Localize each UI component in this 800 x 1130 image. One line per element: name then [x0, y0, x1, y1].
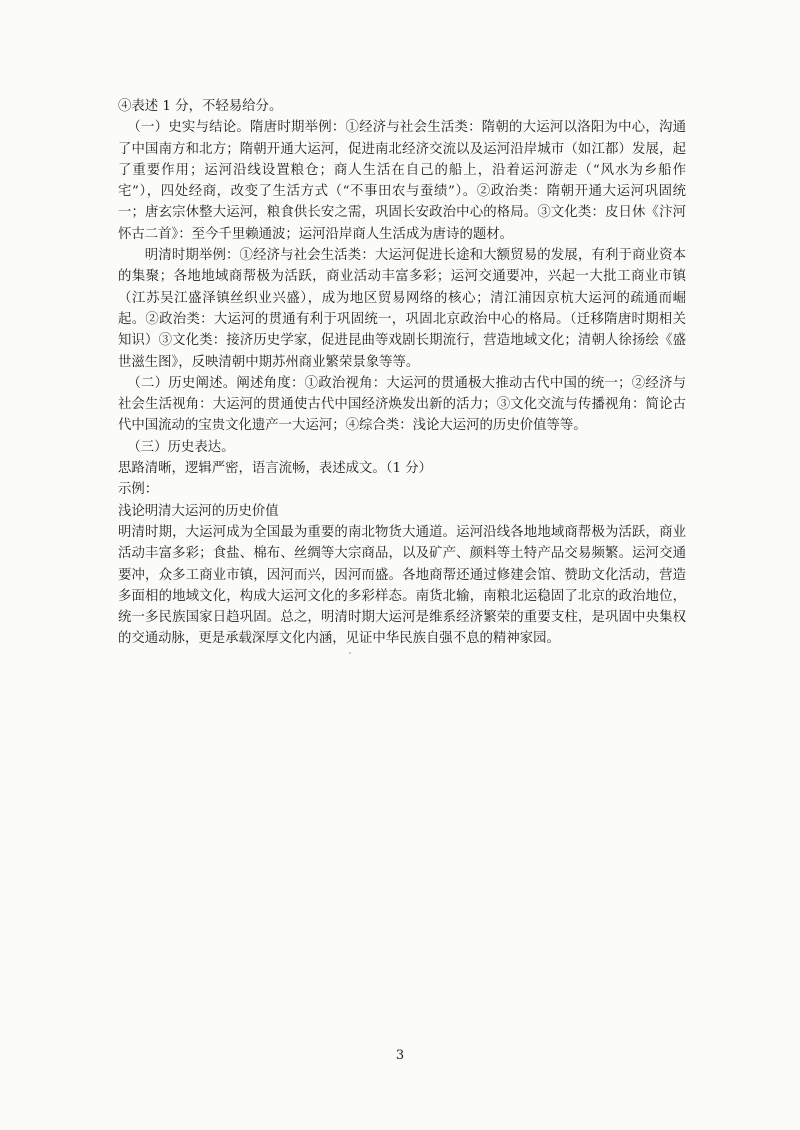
- essay-title: 浅论明清大运河的历史价值: [118, 503, 279, 519]
- page-number: 3: [395, 1048, 405, 1063]
- section3-heading: （三）历史表达。: [127, 439, 235, 455]
- example-label: 示例：: [118, 482, 159, 498]
- document-body: [118, 96, 686, 650]
- section2-paragraph: （二）历史阐述。阐述角度：①政治视角：大运河的贯通极大推动古代中国的统一；②经济与社会生活视角：大运河的贯通使古代中国经济焕发出新的活力；③文化交流与传播视角：简论古代中国流动的宝贵文化遗产一大运河；④综合类：浅论大运河的历史价值等等。: [118, 375, 686, 434]
- scan-speck: [349, 652, 351, 654]
- section3-criteria: 思路清晰，逻辑严密，语言流畅，表述成文。（1 分）: [118, 461, 433, 477]
- section1-ming-qing-paragraph: 明清时期举例：①经济与社会生活类：大运河促进长途和大额贸易的发展，有利于商业资本的集聚；各地地域商帮极为活跃，商业活动丰富多彩；运河交通要冲，兴起一大批工商业市镇（江苏吴江盛泽镇丝织业兴盛），成为地区贸易网络的核心；清江浦因京杭大运河的疏通而崛起。②政治类：大运河的贯通有利于巩固统一，巩固北京政治中心的格局。（迁移隋唐时期相关知识）③文化类：接济历史学家，促进昆曲等戏剧长期流行，营造地域文化；清朝人徐扬绘《盛世滋生图》，反映清朝中期苏州商业繁荣景象等等。: [118, 248, 686, 370]
- line-score-note: ④表述 1 分，不轻易给分。: [118, 99, 283, 114]
- essay-body: 明清时期，大运河成为全国最为重要的南北物货大通道。运河沿线各地地域商帮极为活跃，商业活动丰富多彩；食盐、棉布、丝绸等大宗商品，以及矿产、颜料等土特产品交易频繁。运河交通要冲，众多工商业市镇，因河而兴，因河而盛。各地商帮还通过修建会馆、赞助文化活动，营造多面相的地域文化，构成大运河文化的多彩样态。南货北输，南粮北运稳固了北京的政治地位，统一多民族国家日趋巩固。总之，明清时期大运河是维系经济繁荣的重要支柱，是巩固中央集权的交通动脉，更是承载深厚文化内涵，见证中华民族自强不息的精神家园。: [118, 524, 686, 647]
- section1-sui-tang-paragraph: （一）史实与结论。隋唐时期举例：①经济与社会生活类：隋朝的大运河以洛阳为中心，沟通了中国南方和北方；隋朝开通大运河，促进南北经济交流以及运河沿岸城市（如江都）发展，起了重要作用；运河沿线设置粮仓；商人生活在自己的船上，沿着运河游走（“风水为乡船作宅”），四处经商，改变了生活方式（“不事田农与蚕绩”）。②政治类：隋朝开通大运河巩固统一；唐玄宗休整大运河，粮食供长安之需，巩固长安政治中心的格局。③文化类：皮日休《汴河怀古二首》：至今千里赖通波；运河沿岸商人生活成为唐诗的题材。: [118, 120, 686, 242]
